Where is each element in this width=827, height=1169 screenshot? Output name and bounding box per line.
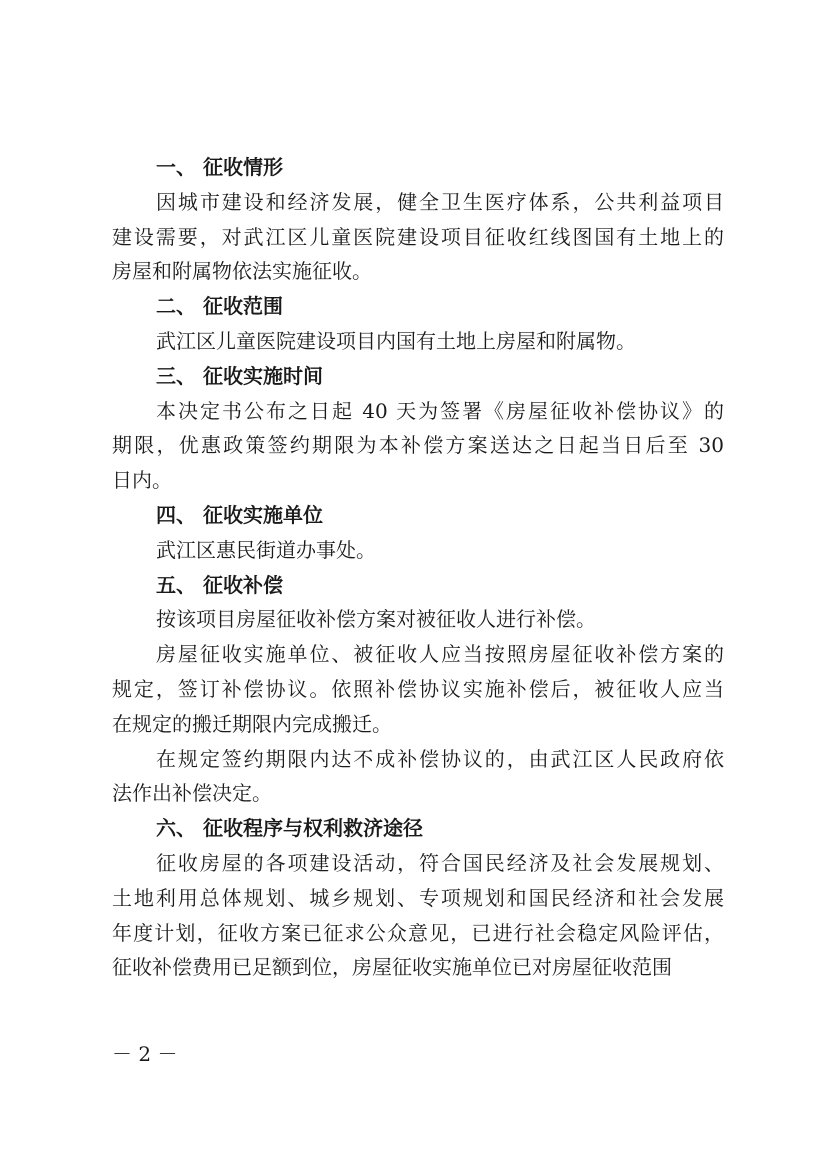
paragraph-line: 日内。 xyxy=(112,468,172,493)
paragraph xyxy=(112,324,724,359)
paragraph-line: 本决定书公布之日起 40 天为签署《房屋征收补偿协议》的 xyxy=(156,398,724,423)
paragraph xyxy=(112,185,724,289)
section-heading: 四、 征收实施单位 xyxy=(156,502,323,527)
paragraph-line: 房屋征收实施单位、被征收人应当按照房屋征收补偿方案的 xyxy=(156,642,724,667)
paragraph-line: 在规定的搬迁期限内完成搬迁。 xyxy=(112,711,392,736)
paragraph-line: 房屋和附属物依法实施征收。 xyxy=(112,259,372,284)
paragraph-line: 武江区惠民街道办事处。 xyxy=(156,537,376,562)
paragraph xyxy=(112,846,724,985)
paragraph xyxy=(112,533,724,568)
paragraph xyxy=(112,637,724,741)
paragraph xyxy=(112,602,724,637)
paragraph-line: 征收补偿费用已足额到位，房屋征收实施单位已对房屋征收范围 xyxy=(112,955,672,980)
paragraph xyxy=(112,394,724,498)
page-number: － 2 － xyxy=(112,1042,178,1066)
section-heading: 六、 征收程序与权利救济途径 xyxy=(156,816,423,841)
document-body xyxy=(112,150,724,985)
paragraph-line: 土地利用总体规划、城乡规划、专项规划和国民经济和社会发展 xyxy=(112,885,724,910)
paragraph-line: 规定，签订补偿协议。依照补偿协议实施补偿后，被征收人应当 xyxy=(112,676,724,701)
paragraph-line: 期限，优惠政策签约期限为本补偿方案送达之日起当日后至 30 xyxy=(112,433,724,458)
paragraph-line: 因城市建设和经济发展，健全卫生医疗体系，公共利益项目 xyxy=(156,189,724,214)
paragraph-line: 法作出补偿决定。 xyxy=(112,781,272,806)
paragraph-line: 年度计划，征收方案已征求公众意见，已进行社会稳定风险评估， xyxy=(112,920,724,945)
section-heading: 三、 征收实施时间 xyxy=(156,363,323,388)
paragraph-line: 征收房屋的各项建设活动，符合国民经济及社会发展规划、 xyxy=(156,850,724,875)
paragraph-line: 在规定签约期限内达不成补偿协议的，由武江区人民政府依 xyxy=(156,746,724,771)
paragraph xyxy=(112,742,724,812)
paragraph-line: 建设需要，对武江区儿童医院建设项目征收红线图国有土地上的 xyxy=(112,224,724,249)
section-heading: 一、 征收情形 xyxy=(156,155,283,179)
paragraph-line: 按该项目房屋征收补偿方案对被征收人进行补偿。 xyxy=(156,607,596,632)
section-heading: 二、 征收范围 xyxy=(156,294,283,319)
paragraph-line: 武江区儿童医院建设项目内国有土地上房屋和附属物。 xyxy=(156,328,636,353)
section-heading: 五、 征收补偿 xyxy=(156,572,283,597)
